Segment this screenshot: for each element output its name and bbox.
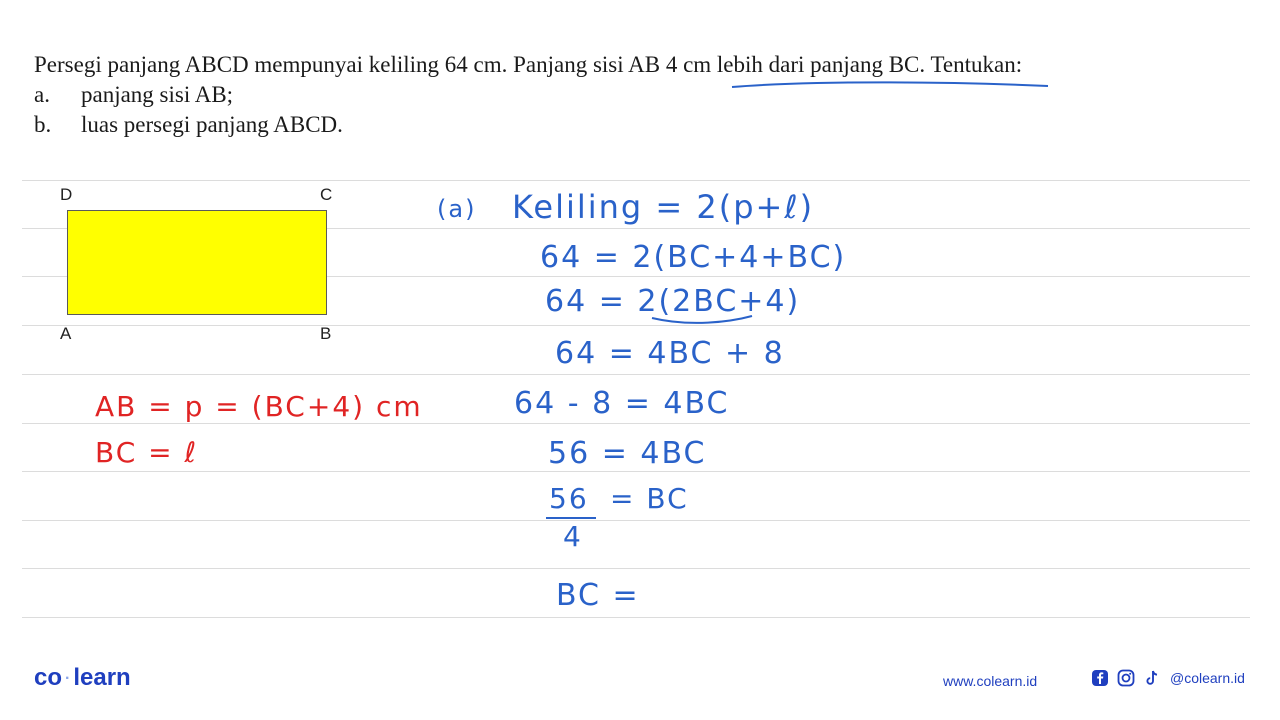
work-line-3: 64 = 2(2BC+4) (545, 284, 801, 319)
work-line-1: Keliling = 2(p+ℓ) (512, 188, 815, 226)
rectangle-abcd (67, 210, 327, 315)
vertex-label-a: A (60, 324, 72, 343)
work-left-line-2: BC = ℓ (95, 436, 199, 469)
work-left-line-1: AB = p = (BC+4) cm (95, 390, 423, 423)
work-line-2: 64 = 2(BC+4+BC) (540, 240, 847, 275)
logo-dot: · (65, 669, 71, 687)
ruled-line (22, 180, 1250, 181)
ruled-line (22, 471, 1250, 472)
footer-handle[interactable]: @colearn.id (1170, 670, 1245, 686)
work-fraction-denominator: 4 (563, 520, 583, 553)
vertex-label-d: D (60, 185, 73, 204)
work-line-7: = BC (610, 482, 689, 515)
footer-url[interactable]: www.colearn.id (943, 673, 1038, 689)
work-line-6: 56 = 4BC (548, 436, 707, 471)
facebook-icon[interactable] (1090, 668, 1110, 688)
ruled-line (22, 325, 1250, 326)
part-b-text: luas persegi panjang ABCD. (81, 112, 343, 137)
ruled-line (22, 617, 1250, 618)
work-part-label: (a) (437, 195, 477, 223)
logo-co: co (34, 664, 63, 691)
part-b-label: b. (34, 112, 52, 137)
ruled-line (22, 374, 1250, 375)
work-line-8: BC = (556, 578, 640, 613)
colearn-logo (34, 664, 131, 692)
part-a-label: a. (34, 82, 50, 107)
ruled-line (22, 423, 1250, 424)
logo-learn: learn (73, 664, 131, 691)
instagram-icon[interactable] (1116, 668, 1136, 688)
work-line-4: 64 = 4BC + 8 (555, 336, 785, 371)
work-fraction-numerator: 56 (549, 482, 589, 515)
vertex-label-c: C (320, 185, 333, 204)
part-a-text: panjang sisi AB; (81, 82, 234, 107)
vertex-label-b: B (320, 324, 332, 343)
ruled-line (22, 568, 1250, 569)
tiktok-icon[interactable] (1142, 668, 1162, 688)
footer-social (1090, 668, 1245, 688)
work-fraction-bar (546, 517, 596, 519)
ruled-line (22, 520, 1250, 521)
work-line-5: 64 - 8 = 4BC (514, 386, 730, 421)
problem-intro-text: Persegi panjang ABCD mempunyai keliling 64 cm. Panjang sisi AB 4 cm lebih dari panjang BC. Tentukan: (34, 52, 1023, 77)
